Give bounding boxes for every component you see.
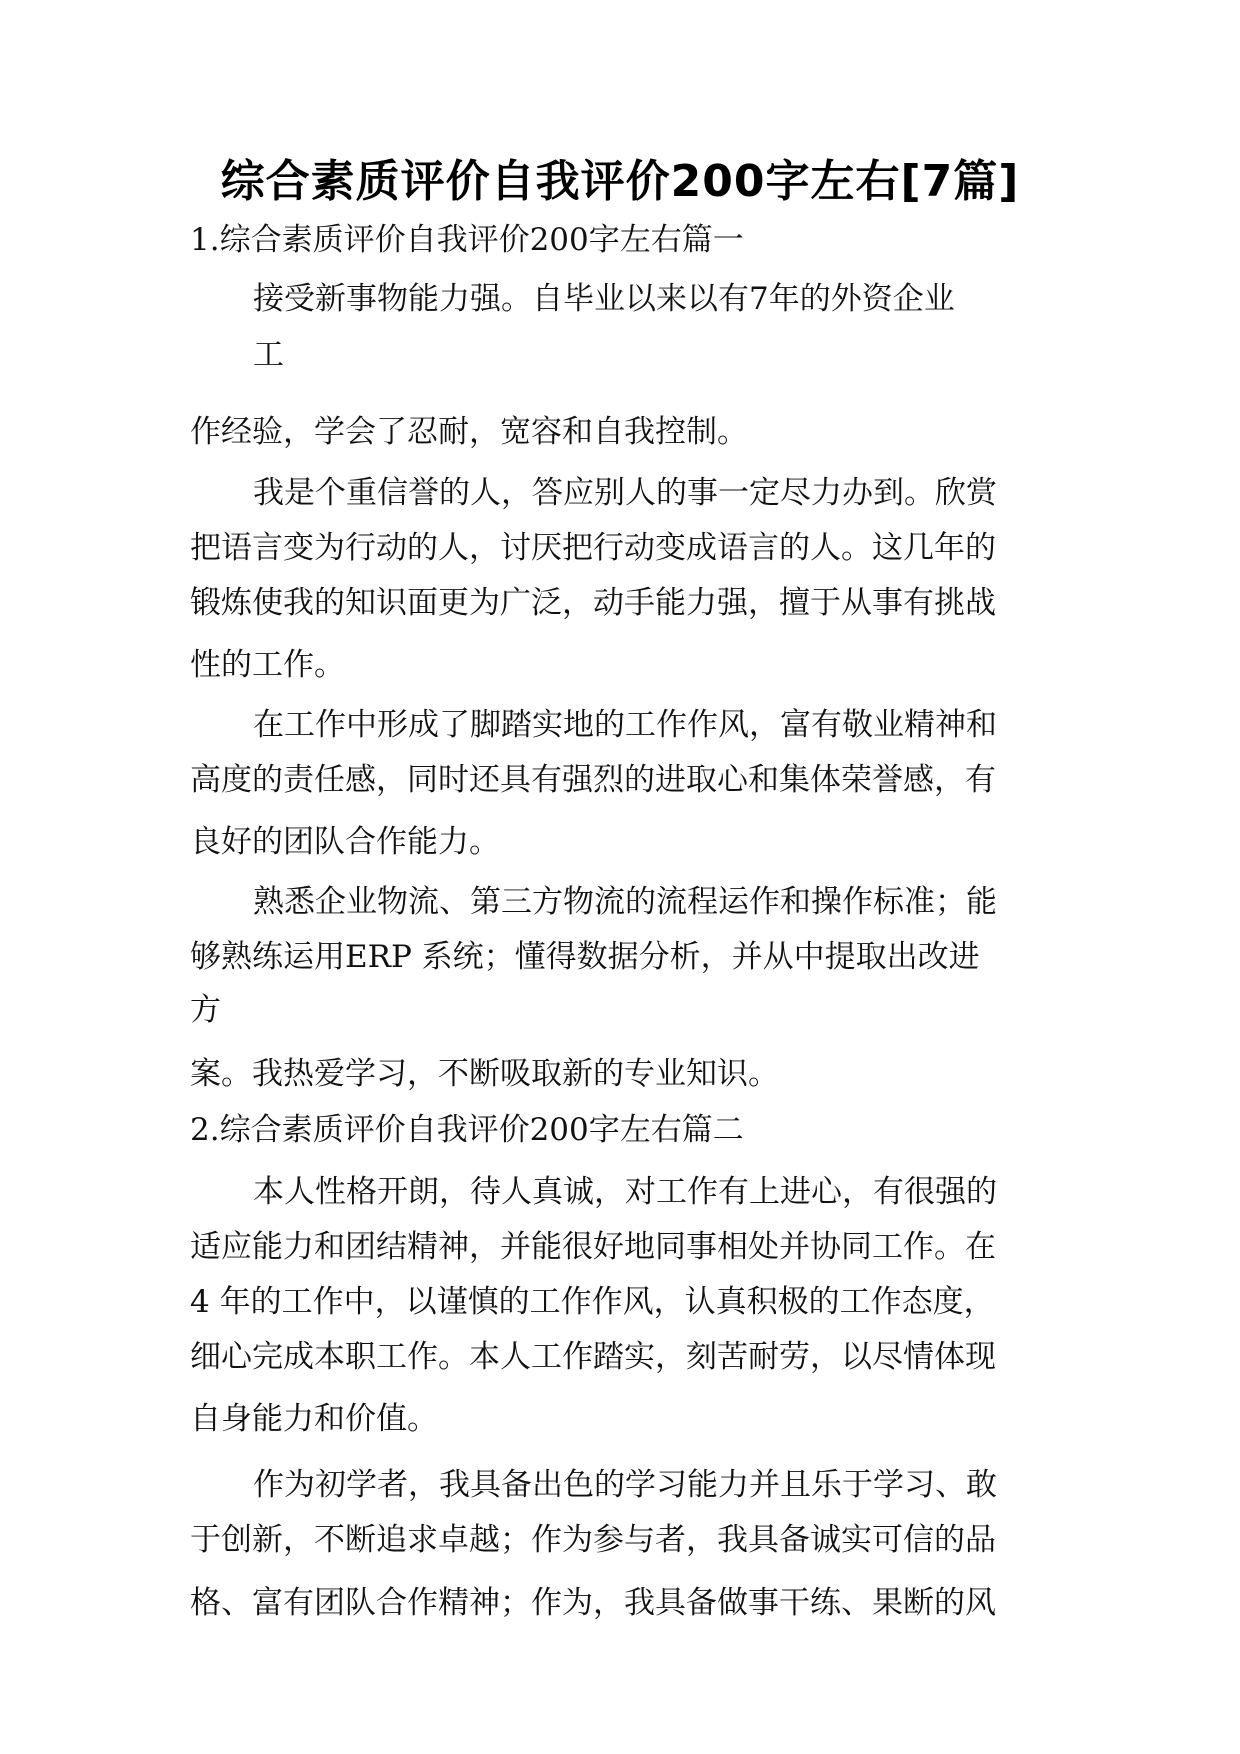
paragraph-line: 良好的团队合作能力。 (190, 824, 500, 860)
paragraph-line: 在工作中形成了脚踏实地的工作作风，富有敬业精神和 (253, 707, 997, 743)
paragraph-line: 作为初学者，我具备出色的学习能力并且乐于学习、敢 (253, 1467, 997, 1503)
paragraph-line: 作经验，学会了忍耐，宽容和自我控制。 (190, 414, 748, 450)
paragraph-line: 接受新事物能力强。自毕业以来以有7年的外资企业 (253, 281, 955, 317)
section-heading-1: 1.综合素质评价自我评价200字左右篇一 (190, 222, 744, 258)
paragraph-line: 锻炼使我的知识面更为广泛，动手能力强，擅于从事有挑战 (190, 585, 996, 621)
paragraph-line: 把语言变为行动的人，讨厌把行动变成语言的人。这几年的 (190, 530, 996, 566)
paragraph-line: 我是个重信誉的人，答应别人的事一定尽力办到。欣赏 (253, 475, 997, 511)
paragraph-line: 细心完成本职工作。本人工作踏实，刻苦耐劳，以尽情体现 (190, 1339, 996, 1375)
paragraph-line: 熟悉企业物流、第三方物流的流程运作和操作标准；能 (253, 884, 997, 920)
paragraph-line: 本人性格开朗，待人真诚，对工作有上进心，有很强的 (253, 1174, 997, 1210)
paragraph-line: 于创新，不断追求卓越；作为参与者，我具备诚实可信的品 (190, 1522, 996, 1558)
paragraph-line: 4 年的工作中，以谨慎的工作作风，认真积极的工作态度， (190, 1284, 995, 1320)
paragraph-line: 自身能力和价值。 (190, 1401, 438, 1437)
paragraph-line: 格、富有团队合作精神；作为，我具备做事干练、果断的风 (190, 1585, 996, 1621)
paragraph-line: 适应能力和团结精神，并能很好地同事相处并协同工作。在 (190, 1229, 996, 1265)
paragraph-line: 高度的责任感，同时还具有强烈的进取心和集体荣誉感，有 (190, 762, 996, 798)
paragraph-line: 工 (253, 337, 284, 373)
paragraph-line: 案。我热爱学习，不断吸取新的专业知识。 (190, 1056, 779, 1092)
paragraph-line: 方 (190, 992, 221, 1028)
paragraph-line: 性的工作。 (190, 647, 345, 683)
document-title: 综合素质评价自我评价200字左右[7篇] (220, 156, 1020, 207)
section-heading-2: 2.综合素质评价自我评价200字左右篇二 (190, 1112, 744, 1148)
paragraph-line: 够熟练运用ERP 系统；懂得数据分析，并从中提取出改进 (190, 939, 980, 975)
